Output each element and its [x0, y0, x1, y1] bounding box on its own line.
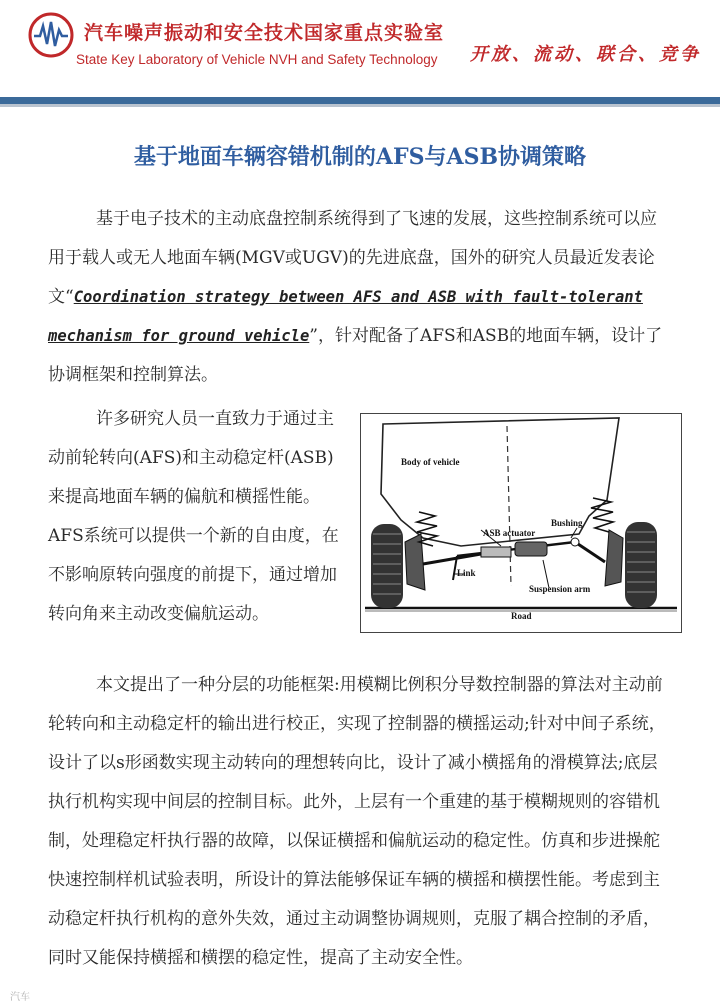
header-divider-shadow [0, 104, 720, 107]
paragraph-method-text: 本文提出了一种分层的功能框架:用模糊比例积分导数控制器的算法对主动前轮转向和主动稳定杆的输出进行校正，实现了控制器的横摇运动;针对中间子系统，设计了以s形函数实现主动转向的理想转向比，设计了减小横摇角的滑模算法;底层执行机构实现中间层的控制目标。此外，上层有一个重建的基于模糊规则的容错机制，处理稳定杆执行器的故障，以保证横摇和偏航运动的稳定性。仿真和步进操舵快速控制样机试验表明，所设计的算法能够保证车辆的横摇和横摆性能。考虑到主动稳定杆执行机构的意外失效，通过主动调整协调规则，克服了耦合控制的矛盾，同时又能保持横摇和横摆的稳定性，提高了主动安全性。 [48, 675, 666, 968]
paragraph-method [48, 666, 673, 978]
page-header [0, 0, 720, 96]
paragraph-background-text: 许多研究人员一直致力于通过主动前轮转向(AFS)和主动稳定杆(ASB)来提高地面车辆的偏航和横摇性能。AFS系统可以提供一个新的自由度，在不影响原转向强度的前提下，通过增加转向角来主动改变偏航运动。 [48, 409, 339, 624]
article-title: 基于地面车辆容错机制的AFS与ASB协调策略 [133, 144, 587, 170]
paragraph-background [48, 400, 348, 634]
paper-reference-link[interactable]: Coordination strategy between AFS and ASB with fault-tolerant mechanism for ground vehicle [48, 288, 643, 345]
label-asb-actuator: ASB actuator [483, 528, 536, 538]
header-divider [0, 97, 720, 104]
paragraph-intro-text: 基于电子技术的主动底盘控制系统得到了飞速的发展，这些控制系统可以应用于载人或无人地面车辆(MGV或UGV)的先进底盘，国外的研究人员最近发表论文“ [48, 209, 657, 307]
lab-name-en: State Key Laboratory of Vehicle NVH and Safety Technology [76, 52, 438, 67]
label-suspension-arm: Suspension arm [529, 584, 591, 594]
label-body-of-vehicle: Body of vehicle [401, 457, 460, 467]
lab-name-cn: 汽车噪声振动和安全技术国家重点实验室 [84, 22, 445, 44]
asb-suspension-diagram [360, 413, 682, 633]
lab-motto: 开放、流动、联合、竞争 [470, 44, 701, 65]
label-link: Link [457, 568, 476, 578]
watermark: 汽车 [10, 992, 30, 1003]
paragraph-intro [48, 200, 673, 395]
label-bushing: Bushing [551, 518, 583, 528]
lab-logo-icon [28, 12, 74, 58]
paragraph-intro-tail: ”，针对配备了AFS和ASB的地面车辆，设计了协调框架和控制算法。 [48, 326, 663, 385]
label-road: Road [511, 611, 532, 621]
